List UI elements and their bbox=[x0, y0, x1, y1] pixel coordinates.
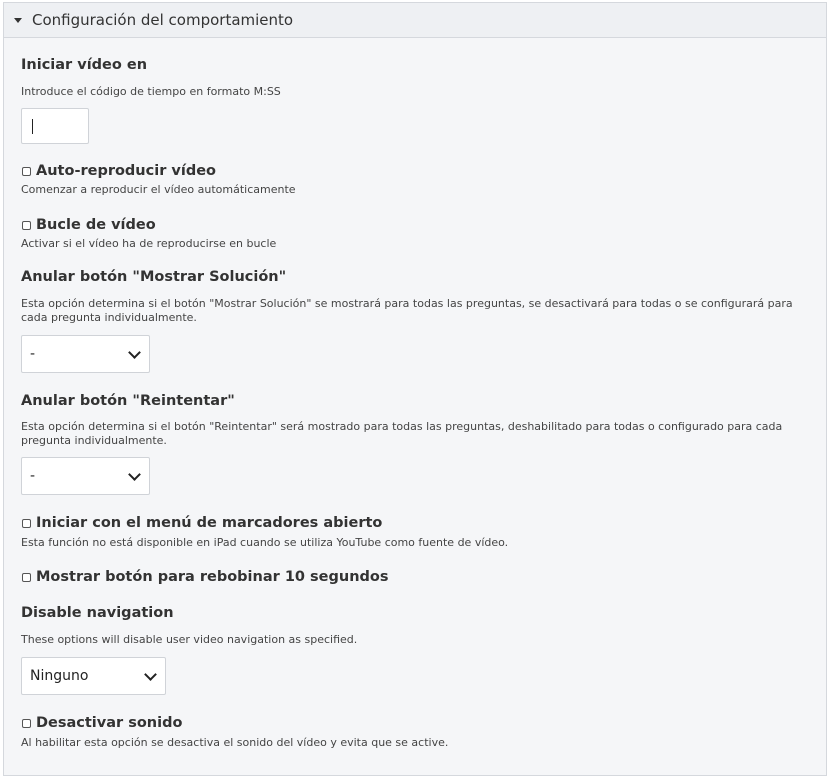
override-solution-label-wrap bbox=[21, 269, 809, 285]
rewind-row bbox=[21, 569, 809, 585]
bookmarks-description: Esta función no está disponible en iPad cuando se utiliza YouTube como fuente de vídeo. bbox=[21, 536, 509, 549]
start-video-field bbox=[21, 57, 809, 73]
disable-navigation-select-wrap bbox=[21, 657, 809, 695]
rewind-label[interactable]: Mostrar botón para rebobinar 10 segundos bbox=[36, 569, 389, 585]
bookmarks-label[interactable]: Iniciar con el menú de marcadores abierto bbox=[36, 515, 383, 531]
autoplay-desc-wrap bbox=[21, 183, 809, 197]
loop-description: Activar si el vídeo ha de reproducirse en bucle bbox=[21, 237, 277, 250]
mute-label[interactable]: Desactivar sonido bbox=[36, 715, 183, 731]
start-video-input-wrap bbox=[21, 108, 809, 144]
caret-down-icon[interactable] bbox=[14, 18, 22, 23]
chevron-down-icon bbox=[128, 346, 141, 359]
chevron-down-icon bbox=[144, 668, 157, 681]
override-retry-label-wrap bbox=[21, 393, 809, 409]
override-retry-desc-wrap bbox=[21, 420, 809, 448]
autoplay-row bbox=[21, 163, 809, 179]
section-header[interactable] bbox=[4, 3, 826, 38]
loop-desc-wrap bbox=[21, 237, 809, 251]
bookmarks-checkbox[interactable] bbox=[22, 519, 31, 528]
mute-desc-wrap bbox=[21, 736, 809, 750]
override-solution-selected: - bbox=[30, 346, 36, 362]
loop-row bbox=[21, 217, 809, 233]
override-solution-description: Esta opción determina si el botón "Mostrar Solución" se mostrará para todas las preguntas, se desactivará para todas o se configurará para cada pregunta individualmente. bbox=[21, 297, 793, 324]
override-solution-desc-wrap bbox=[21, 297, 809, 325]
mute-row bbox=[21, 715, 809, 731]
text-cursor bbox=[32, 119, 33, 134]
override-solution-select[interactable] bbox=[21, 335, 150, 373]
autoplay-checkbox[interactable] bbox=[22, 167, 31, 176]
disable-navigation-label: Disable navigation bbox=[21, 605, 174, 621]
start-video-input[interactable] bbox=[21, 108, 89, 144]
behaviour-settings-panel bbox=[3, 2, 827, 776]
loop-label[interactable]: Bucle de vídeo bbox=[36, 217, 156, 233]
bookmarks-desc-wrap bbox=[21, 536, 809, 550]
override-retry-description: Esta opción determina si el botón "Reintentar" será mostrado para todas las preguntas, deshabilitado para todas o configurado para cada pregunta individualmente. bbox=[21, 420, 783, 447]
rewind-checkbox[interactable] bbox=[22, 573, 31, 582]
override-retry-selected: - bbox=[30, 468, 36, 484]
section-title: Configuración del comportamiento bbox=[32, 11, 294, 29]
bookmarks-row bbox=[21, 515, 809, 531]
override-retry-label: Anular botón "Reintentar" bbox=[21, 393, 235, 409]
mute-checkbox[interactable] bbox=[22, 719, 31, 728]
disable-navigation-selected: Ninguno bbox=[30, 668, 89, 684]
disable-navigation-label-wrap bbox=[21, 605, 809, 621]
autoplay-label[interactable]: Auto-reproducir vídeo bbox=[36, 163, 216, 179]
override-retry-select-wrap bbox=[21, 457, 809, 495]
start-video-desc-wrap bbox=[21, 85, 809, 99]
autoplay-description: Comenzar a reproducir el vídeo automáticamente bbox=[21, 183, 296, 196]
start-video-label: Iniciar vídeo en bbox=[21, 57, 148, 73]
override-solution-select-wrap bbox=[21, 335, 809, 373]
disable-navigation-select[interactable] bbox=[21, 657, 166, 695]
override-retry-select[interactable] bbox=[21, 457, 150, 495]
start-video-description: Introduce el código de tiempo en formato M:SS bbox=[21, 85, 281, 98]
disable-navigation-desc-wrap bbox=[21, 633, 809, 647]
override-solution-label: Anular botón "Mostrar Solución" bbox=[21, 269, 287, 285]
disable-navigation-description: These options will disable user video navigation as specified. bbox=[21, 633, 358, 646]
mute-description: Al habilitar esta opción se desactiva el sonido del vídeo y evita que se active. bbox=[21, 736, 449, 749]
chevron-down-icon bbox=[128, 468, 141, 481]
loop-checkbox[interactable] bbox=[22, 221, 31, 230]
